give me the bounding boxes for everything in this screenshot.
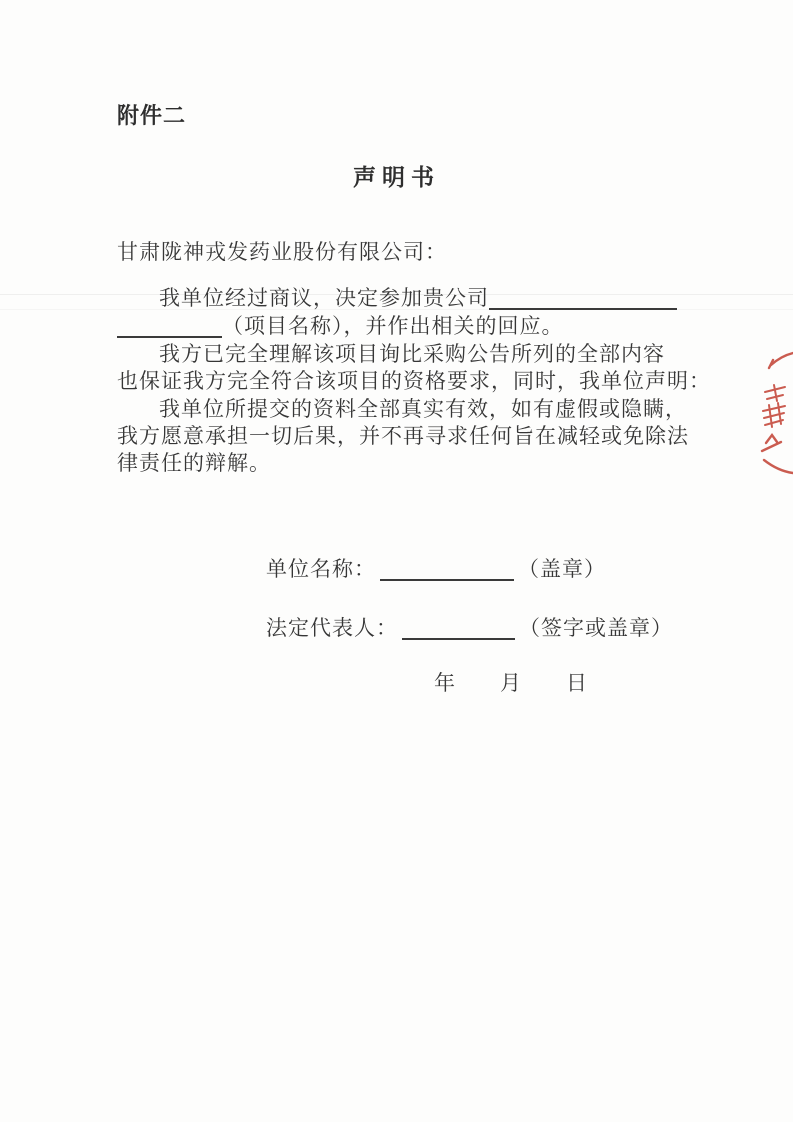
paragraph-line: 我方已完全理解该项目询比采购公告所列的全部内容 xyxy=(159,342,665,366)
blank-underline-unit-name xyxy=(380,559,514,581)
paragraph-text: 我单位经过商议，决定参加贵公司 xyxy=(159,286,489,310)
paragraph-line xyxy=(117,314,564,338)
blank-underline-legal-rep xyxy=(402,618,515,640)
paragraph-line: 律责任的辩解。 xyxy=(117,451,271,475)
attachment-label: 附件二 xyxy=(117,103,187,128)
paragraph-line xyxy=(159,286,677,310)
blank-underline-project-name xyxy=(489,305,677,310)
red-seal-icon xyxy=(748,348,793,478)
paragraph-line: 也保证我方完全符合该项目的资格要求，同时，我单位声明： xyxy=(117,369,711,393)
paragraph-text: （项目名称），并作出相关的回应。 xyxy=(222,314,564,338)
unit-name-label: 单位名称： xyxy=(266,557,376,581)
unit-name-line xyxy=(266,557,606,581)
legal-rep-label: 法定代表人： xyxy=(266,616,398,640)
unit-name-seal-hint: （盖章） xyxy=(518,557,606,581)
blank-underline-project-name-cont xyxy=(117,333,222,338)
legal-rep-line xyxy=(266,616,673,640)
recipient-line: 甘肃陇神戎发药业股份有限公司： xyxy=(117,240,447,264)
paragraph-line: 我方愿意承担一切后果，并不再寻求任何旨在减轻或免除法 xyxy=(117,424,689,448)
legal-rep-sign-hint: （签字或盖章） xyxy=(519,616,673,640)
paragraph-line: 我单位所提交的资料全部真实有效，如有虚假或隐瞒， xyxy=(159,397,687,421)
date-line: 年 月 日 xyxy=(434,671,588,695)
document-title: 声明书 xyxy=(353,165,440,190)
